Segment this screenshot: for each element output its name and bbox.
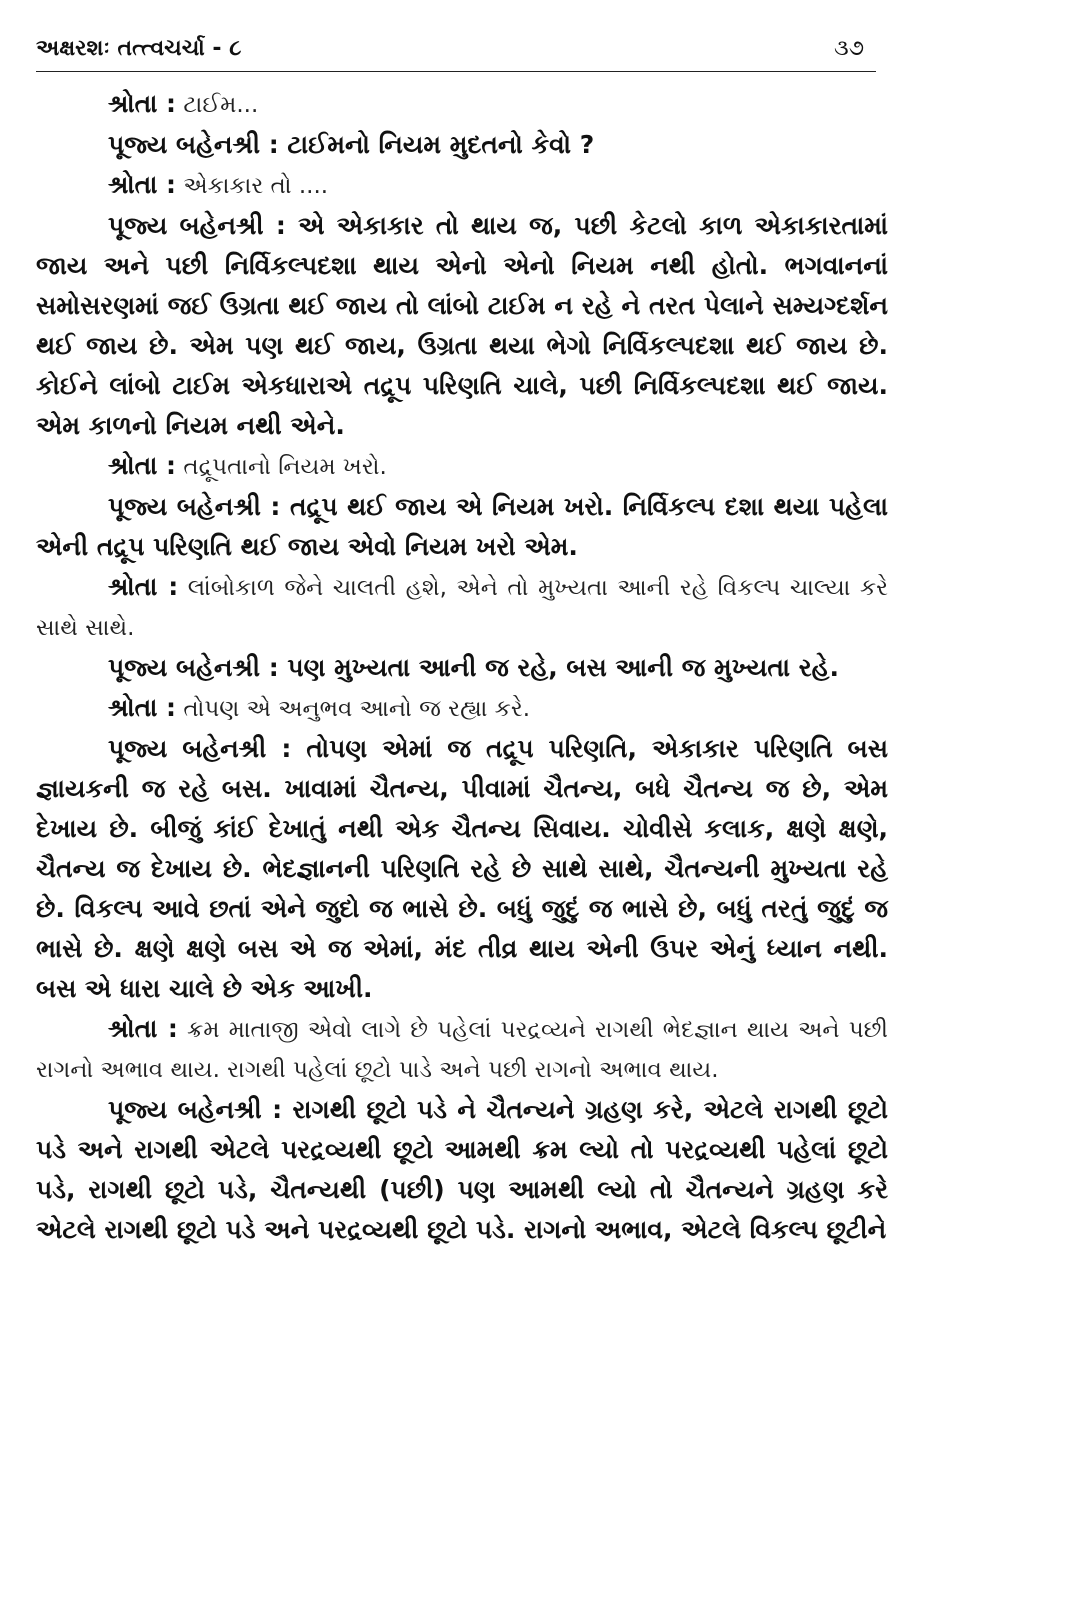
speaker-label: શ્રોતા : [108, 451, 177, 480]
question-text: ટાઈમ... [176, 92, 259, 118]
speaker-label: પૂજ્ય બહેનશ્રી : [108, 653, 279, 682]
speaker-label: પૂજ્ય બહેનશ્રી : [108, 130, 279, 159]
reply-text: તદ્રૂપ થઈ જાય એ નિયમ ખરો. નિર્વિકલ્પ દશા થયા પહેલા એની તદ્રૂપ પરિણતિ થઈ જાય એવો નિયમ ખરો એમ. [36, 492, 888, 561]
listener-question [36, 165, 888, 206]
question-text: લાંબોકાળ જેને ચાલતી હશે, એને તો મુખ્યતા આની રહે વિકલ્પ ચાલ્યા કરે સાથે સાથે. [36, 575, 888, 641]
listener-question [36, 446, 888, 487]
book-page [36, 36, 889, 1250]
question-text: ક્રમ માતાજી એવો લાગે છે પહેલાં પરદ્રવ્યને રાગથી ભેદજ્ઞાન થાય અને પછી રાગનો અભાવ થાય. રાગથી પહેલાં છૂટો પાડે અને પછી રાગનો અભાવ થાય. [36, 1017, 889, 1083]
bahenshri-reply [36, 125, 888, 165]
reply-text: ટાઈમનો નિયમ મુદતનો કેવો ? [278, 130, 595, 159]
speaker-label: શ્રોતા : [108, 1014, 178, 1043]
speaker-label: પૂજ્ય બહેનશ્રી : [108, 211, 286, 240]
bahenshri-reply [36, 729, 888, 1009]
reply-text: એ એકાકાર તો થાય જ, પછી કેટલો કાળ એકાકારતામાં જાય અને પછી નિર્વિકલ્પદશા થાય એનો એનો નિયમ નથી હોતો. ભગવાનનાં સમોસરણમાં જઈ ઉગ્રતા થઈ જાય તો લાંબો ટાઈમ ન રહે ને તરત પેલાને સમ્યગ્દર્શન થઈ જાય છે. એમ પણ થઈ જાય, ઉગ્રતા થયા ભેગો નિર્વિકલ્પદશા થઈ જાય છે. કોઈને લાંબો ટાઈમ એકધારાએ તદ્રૂપ પરિણતિ ચાલે, પછી નિર્વિકલ્પદશા થઈ જાય. એમ કાળનો નિયમ નથી એને. [36, 211, 888, 440]
question-text: તોપણ એ અનુભવ આનો જ રહ્યા કરે. [176, 696, 531, 722]
question-text: એકાકાર તો .... [176, 173, 329, 199]
speaker-label: પૂજ્ય બહેનશ્રી : [108, 492, 281, 521]
reply-text: પણ મુખ્યતા આની જ રહે, બસ આની જ મુખ્યતા રહે. [278, 653, 839, 682]
page-number: ૩૭ [834, 36, 864, 61]
bahenshri-reply [36, 487, 888, 567]
bahenshri-reply [36, 206, 888, 446]
question-text: તદ્રૂપતાનો નિયમ ખરો. [176, 454, 387, 480]
speaker-label: પૂજ્ય બહેનશ્રી : [108, 1095, 283, 1124]
speaker-label: શ્રોતા : [108, 572, 179, 601]
reply-text: રાગથી છૂટો પડે ને ચૈતન્યને ગ્રહણ કરે, એટલે રાગથી છૂટો પડે અને રાગથી એટલે પરદ્રવ્યથી છૂટો આમથી ક્રમ લ્યો તો પરદ્રવ્યથી પહેલાં છૂટો પડે, રાગથી છૂટો પડે, ચૈતન્યથી (પછી) પણ આમથી લ્યો તો ચૈતન્યને ગ્રહણ કરે એટલે રાગથી છૂટો પડે અને પરદ્રવ્યથી છૂટો પડે. રાગનો અભાવ, એટલે વિકલ્પ છૂટીને [36, 1095, 888, 1244]
listener-question [36, 84, 888, 125]
speaker-label: પૂજ્ય બહેનશ્રી : [108, 734, 292, 763]
reply-text: તોપણ એમાં જ તદ્રૂપ પરિણતિ, એકાકાર પરિણતિ બસ જ્ઞાયકની જ રહે બસ. ખાવામાં ચૈતન્ય, પીવામાં ચૈતન્ય, બધે ચૈતન્ય જ છે, એમ દેખાય છે. બીજું કાંઈ દેખાતું નથી એક ચૈતન્ય સિવાય. ચોવીસે કલાક, ક્ષણે ક્ષણે, ચૈતન્ય જ દેખાય છે. ભેદજ્ઞાનની પરિણતિ રહે છે સાથે સાથે, ચૈતન્યની મુખ્યતા રહે છે. વિકલ્પ આવે છતાં એને જુદો જ ભાસે છે. બધું જુદું જ ભાસે છે, બધું તરતું જુદું જ ભાસે છે. ક્ષણે ક્ષણે બસ એ જ એમાં, મંદ તીવ્ર થાય એની ઉપર એનું ધ્યાન નથી. બસ એ ધારા ચાલે છે એક આખી. [36, 734, 888, 1003]
listener-question [36, 567, 888, 648]
bahenshri-reply [36, 648, 888, 688]
header-title: અક્ષરશઃ તત્ત્વચર્ચા - ૮ [36, 36, 242, 61]
dialogue-body [36, 84, 889, 1250]
speaker-label: શ્રોતા : [108, 170, 177, 199]
speaker-label: શ્રોતા : [108, 693, 177, 722]
speaker-label: શ્રોતા : [108, 89, 177, 118]
listener-question [36, 1009, 888, 1090]
bahenshri-reply [36, 1090, 888, 1250]
listener-question [36, 688, 888, 729]
running-header [36, 36, 876, 72]
